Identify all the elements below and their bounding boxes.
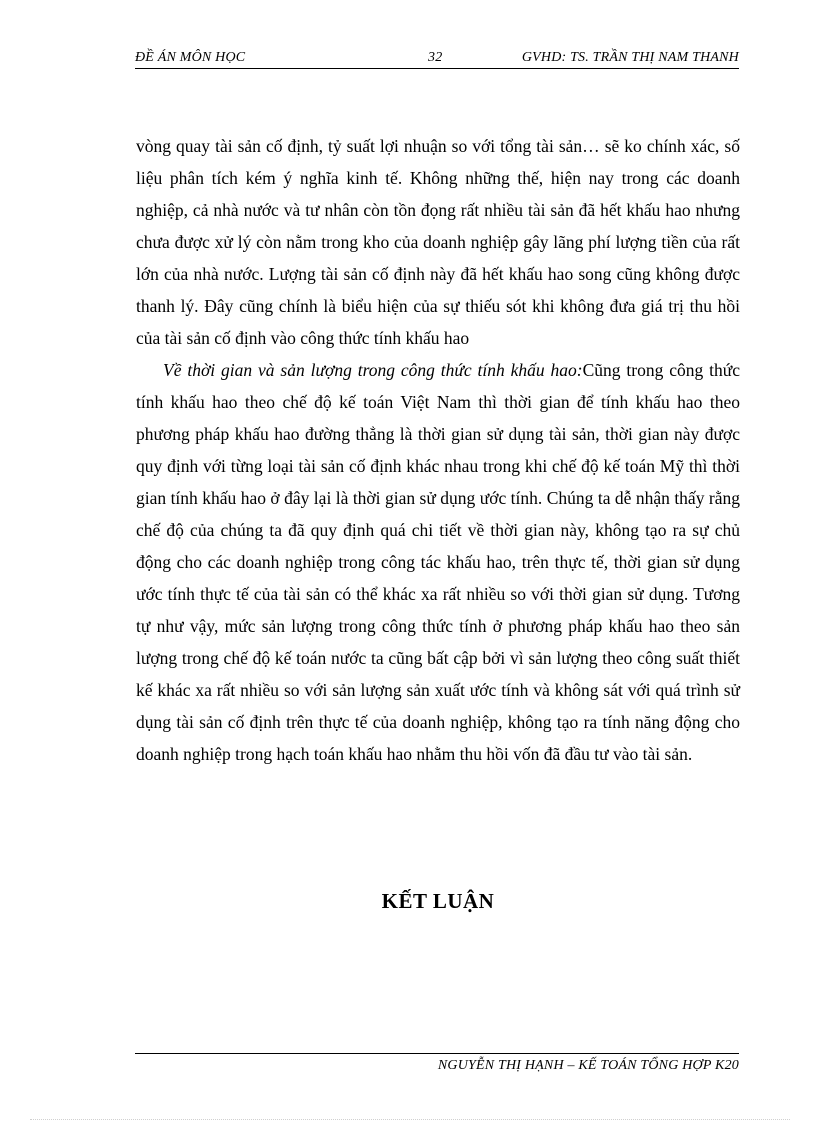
footer-divider [135,1053,739,1054]
document-body [136,130,740,770]
header-course-title: ĐỀ ÁN MÔN HỌC [135,50,246,65]
paragraph-2-lead: Về thời gian và sản lượng trong công thức tính khấu hao: [163,360,583,380]
header-page-number: 32 [428,50,443,65]
page-edge-divider [30,1119,790,1120]
paragraph-2 [136,354,740,770]
page-footer: NGUYỄN THỊ HẠNH – KẾ TOÁN TỔNG HỢP K20 [437,1058,739,1073]
paragraph-2-text: Cũng trong công thức tính khấu hao theo chế độ kế toán Việt Nam thì thời gian để tính khấu hao theo phương pháp khấu hao đường thẳng là thời gian sử dụng tài sản, thời gian này được quy định với từng loại tài sản cố định khác nhau trong khi chế độ kế toán Mỹ thì thời gian tính khấu hao ở đây lại là thời gian sử dụng ước tính. Chúng ta dễ nhận thấy rằng chế độ của chúng ta đã quy định quá chi tiết về thời gian này, không tạo ra sự chủ động cho các doanh nghiệp trong công tác khấu hao, trên thực tế, thời gian sử dụng ước tính thực tế của tài sản có thể khác xa rất nhiều so với thời gian sử dụng. Tương tự như vậy, mức sản lượng trong công thức tính ở phương pháp khấu hao theo sản lượng trong chế độ kế toán nước ta cũng bất cập bởi vì sản lượng theo công suất thiết kế khác xa rất nhiều so với sản lượng sản xuất ước tính và không sát với quá trình sử dụng tài sản cố định trên thực tế của doanh nghiệp, không tạo ra tính năng động cho doanh nghiệp trong hạch toán khấu hao nhằm thu hồi vốn đã đầu tư vào tài sản. [136,360,740,764]
header-supervisor: GVHD: TS. TRẦN THỊ NAM THANH [521,50,739,65]
paragraph-1: vòng quay tài sản cố định, tỷ suất lợi nhuận so với tổng tài sản… sẽ ko chính xác, số liệu phân tích kém ý nghĩa kinh tế. Không những thế, hiện nay trong các doanh nghiệp, cả nhà nước và tư nhân còn tồn đọng rất nhiều tài sản đã hết khấu hao nhưng chưa được xử lý còn nằm trong kho của doanh nghiệp gây lãng phí lượng tiền của rất lớn của nhà nước. Lượng tài sản cố định này đã hết khấu hao song cũng không được thanh lý. Đây cũng chính là biểu hiện của sự thiếu sót khi không đưa giá trị thu hồi của tài sản cố định vào công thức tính khấu hao [136,136,740,348]
page-header [135,48,739,69]
section-heading-conclusion: KẾT LUẬN [381,889,495,913]
